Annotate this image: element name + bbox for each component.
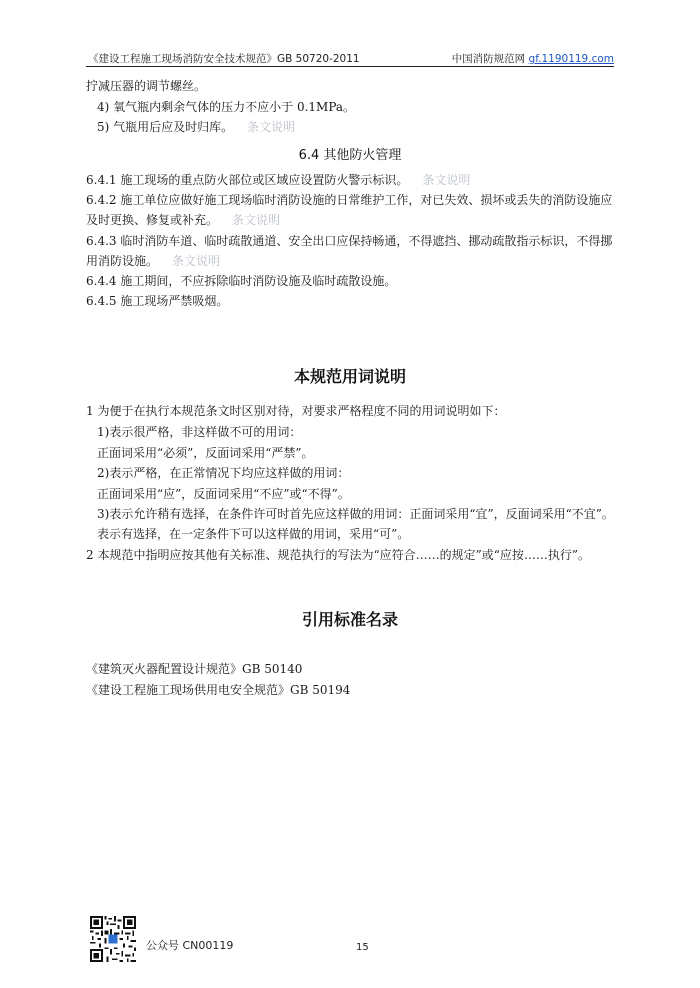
wording-line: 3)表示允许稍有选择，在条件许可时首先应这样做的用词：正面词采用“宜”，反面词采用“不宜”。 xyxy=(97,507,614,521)
wording-line: 2 本规范中指明应按其他有关标准、规范执行的写法为“应符合……的规定”或“应按……执行”。 xyxy=(86,548,590,562)
reference-item: 《建设工程施工现场供用电安全规范》GB 50194 xyxy=(86,683,351,697)
list-item-text: 5) 气瓶用后应及时归库。 xyxy=(97,120,234,134)
wording-line: 1)表示很严格，非这样做不可的用词： xyxy=(97,425,302,439)
text-line: 拧减压器的调节螺丝。 xyxy=(86,79,207,93)
section-title: 6.4 其他防火管理 xyxy=(298,148,402,163)
header-site-link[interactable]: gf.1190119.com xyxy=(528,53,614,65)
clause-line xyxy=(86,170,470,191)
reference-item: 《建筑灭火器配置设计规范》GB 50140 xyxy=(86,662,303,676)
wording-line: 2)表示严格，在正常情况下均应这样做的用词： xyxy=(97,466,350,480)
header-site-name: 中国消防规范网 xyxy=(451,53,526,65)
clause-explanation-link[interactable]: 条文说明 xyxy=(247,120,296,134)
list-item xyxy=(97,117,295,138)
clause-explanation-link[interactable]: 条文说明 xyxy=(232,213,281,227)
list-item: 4) 氧气瓶内剩余气体的压力不应小于 0.1MPa。 xyxy=(97,100,356,114)
wording-line: 正面词采用“应”，反面词采用“不应”或“不得”。 xyxy=(97,487,350,501)
clause-text: 及时更换、修复或补充。 xyxy=(86,213,219,227)
qr-code-icon xyxy=(90,916,136,962)
wording-line: 正面词采用“必须”，反面词采用“严禁”。 xyxy=(97,446,314,460)
wording-line: 1 为便于在执行本规范条文时区别对待，对要求严格程度不同的用词说明如下： xyxy=(86,404,506,418)
clause-line: 6.4.4 施工期间，不应拆除临时消防设施及临时疏散设施。 xyxy=(86,274,397,288)
wording-line: 表示有选择，在一定条件下可以这样做的用词，采用“可”。 xyxy=(97,527,410,541)
clause-line: 6.4.3 临时消防车道、临时疏散通道、安全出口应保持畅通，不得遮挡、挪动疏散指示标识，不得挪 xyxy=(86,234,613,248)
references-title: 引用标准名录 xyxy=(301,610,398,629)
clause-line: 6.4.5 施工现场严禁吸烟。 xyxy=(86,294,229,308)
clause-text: 用消防设施。 xyxy=(86,254,159,268)
clause-line xyxy=(86,251,220,272)
clause-line: 6.4.2 施工单位应做好施工现场临时消防设施的日常维护工作，对已失效、损坏或丢失的消防设施应 xyxy=(86,193,613,207)
clause-explanation-link[interactable]: 条文说明 xyxy=(172,254,221,268)
footer-wechat-id: 公众号 CN00119 xyxy=(146,939,234,952)
clause-explanation-link[interactable]: 条文说明 xyxy=(422,173,471,187)
wording-title: 本规范用词说明 xyxy=(293,367,406,386)
clause-text: 6.4.1 施工现场的重点防火部位或区域应设置防火警示标识。 xyxy=(86,173,409,187)
page-number: 15 xyxy=(356,942,369,953)
clause-line xyxy=(86,210,280,231)
header-document-title: 《建设工程施工现场消防安全技术规范》GB 50720-2011 xyxy=(88,53,360,65)
page-header xyxy=(86,50,614,67)
header-site xyxy=(452,51,614,66)
